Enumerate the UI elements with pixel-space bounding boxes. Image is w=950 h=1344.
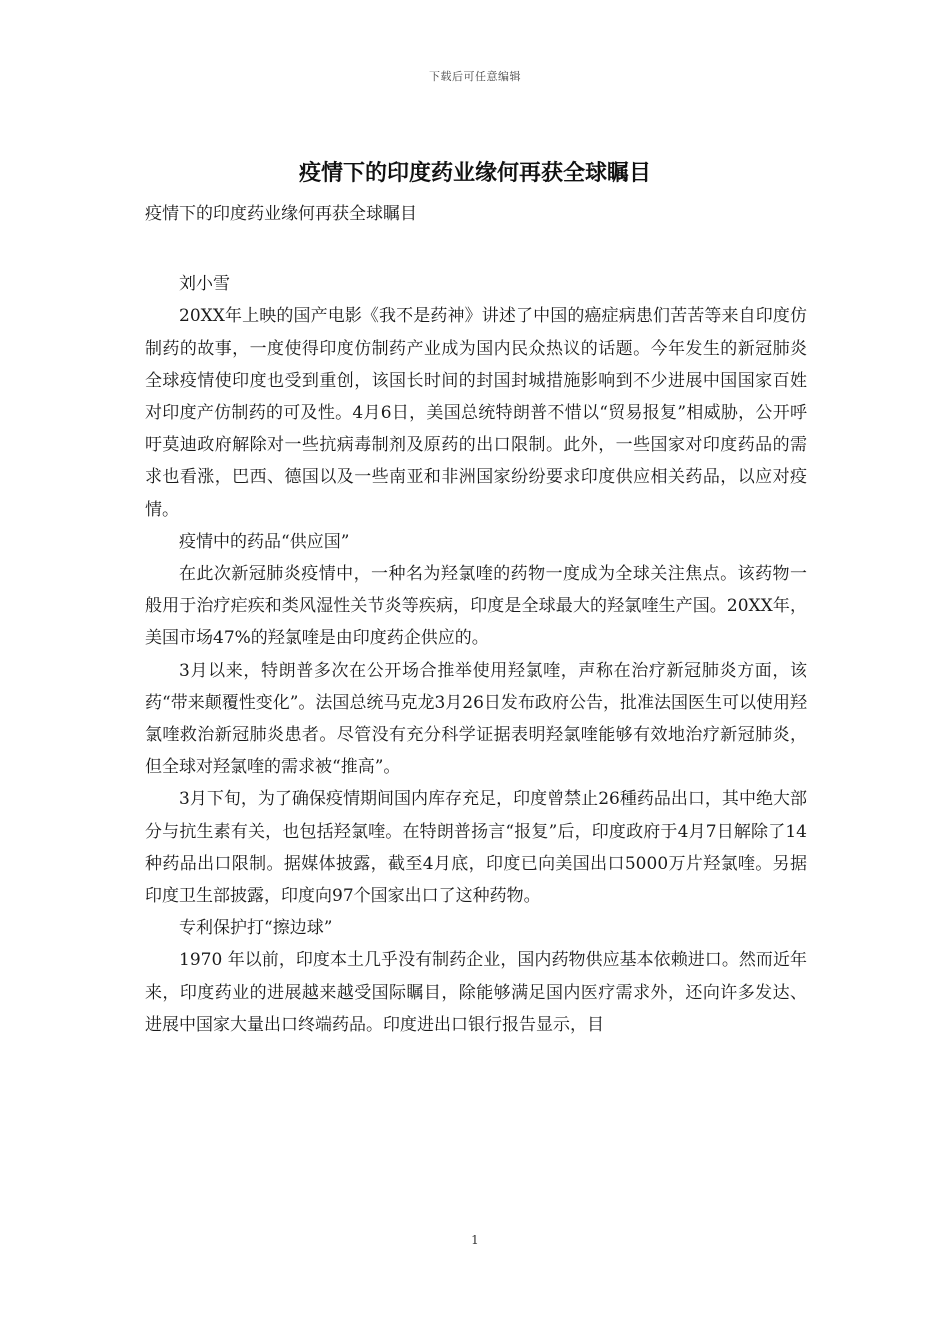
section-heading-patent: 专利保护打“擦边球” (179, 918, 333, 939)
paragraph-export-ban: 3月下旬，为了确保疫情期间国内库存充足，印度曾禁止26種药品出口，其中绝大部分与抗生素有关，也包括羟氯喹。在特朗普扬言“报复”后，印度政府于4月7日解除了14种药品出口限制。据媒体披露，截至4月底，印度已向美国出口5000万片羟氯喹。另据印度卫生部披露，印度向97个国家出口了这种药物。 (145, 789, 807, 907)
page-number: 1 (471, 1233, 479, 1247)
document-body (145, 198, 807, 1041)
paragraph-history: 1970 年以前，印度本土几乎没有制药企业，国内药物供应基本依赖进口。然而近年来，印度药业的进展越来越受国际瞩目，除能够满足国内医疗需求外，还向许多发达、进展中国家大量出口终端药品。印度进出口银行报告显示，目 (145, 950, 807, 1035)
paragraph-intro: 20XX年上映的国产电影《我不是药神》讲述了中国的癌症病患们苦苦等来自印度仿制药的故事，一度使得印度仿制药产业成为国内民众热议的话题。今年发生的新冠肺炎全球疫情使印度也受到重创，该国长时间的封国封城措施影响到不少进展中国国家百姓对印度产仿制药的可及性。4月6日，美国总统特朗普不惜以“贸易报复”相威胁，公开呼吁莫迪政府解除对一些抗病毒制剂及原药的出口限制。此外，一些国家对印度药品的需求也看涨，巴西、德国以及一些南亚和非洲国家纷纷要求印度供应相关药品，以应对疫情。 (145, 306, 807, 520)
author-name: 刘小雪 (179, 274, 230, 295)
paragraph-trump: 3月以来，特朗普多次在公开场合推举使用羟氯喹，声称在治疗新冠肺炎方面，该药“带来颠覆性变化”。法国总统马克龙3月26日发布政府公告，批准法国医生可以使用羟氯喹救治新冠肺炎患者。尽管没有充分科学证据表明羟氯喹能够有效地治疗新冠肺炎，但全球对羟氯喹的需求被“推高”。 (145, 660, 807, 778)
paragraph-hcq: 在此次新冠肺炎疫情中，一种名为羟氯喹的药物一度成为全球关注焦点。该药物一般用于治疗疟疾和类风湿性关节炎等疾病，印度是全球最大的羟氯喹生产国。20XX年，美国市场47%的羟氯喹是由印度药企供应的。 (145, 564, 807, 649)
document-title: 疫情下的印度药业缘何再获全球瞩目 (298, 161, 651, 186)
section-heading-supplier: 疫情中的药品“供应国” (179, 531, 350, 552)
header-note: 下载后可任意编辑 (429, 70, 521, 83)
document-subtitle: 疫情下的印度药业缘何再获全球瞩目 (145, 204, 417, 224)
